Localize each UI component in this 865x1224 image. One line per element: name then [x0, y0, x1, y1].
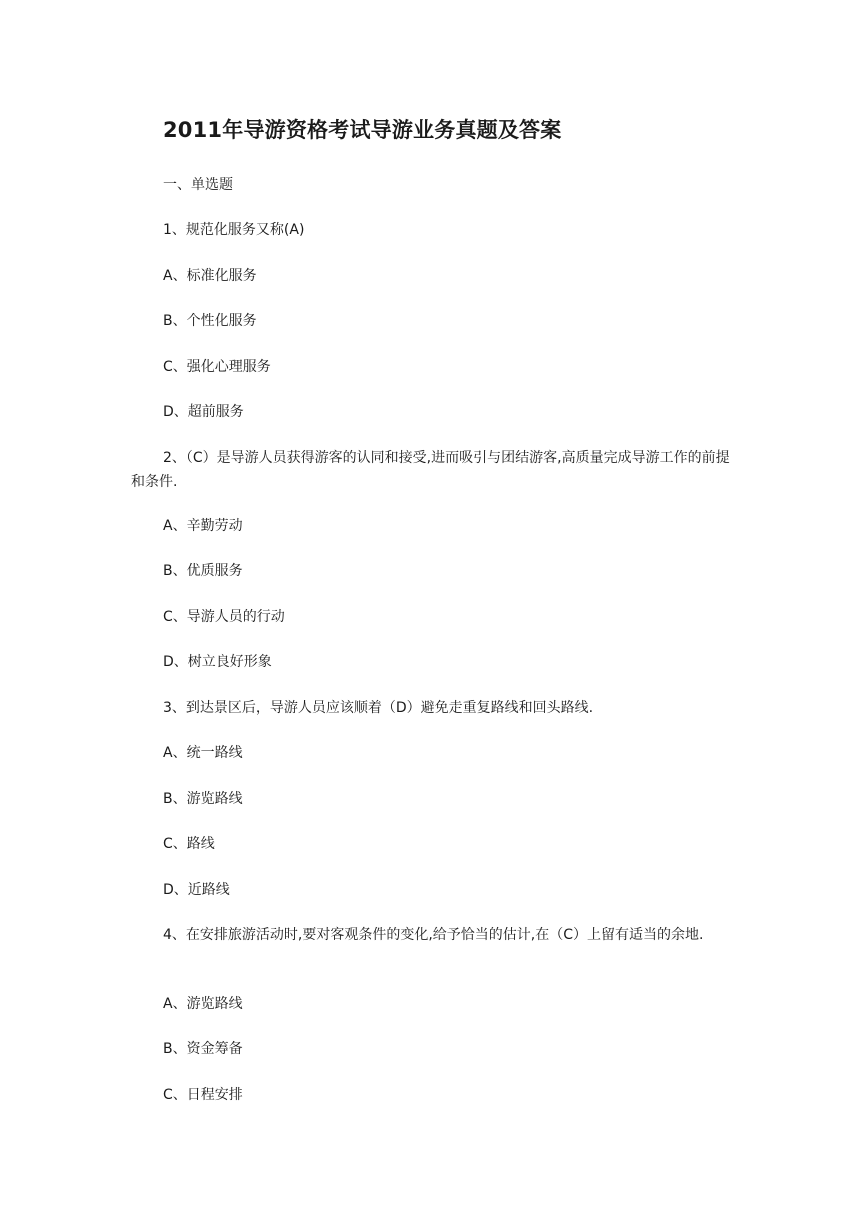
question-3-option-c: C、路线 — [163, 836, 215, 852]
question-2-option-d: D、树立良好形象 — [163, 654, 272, 670]
question-2-option-b: B、优质服务 — [163, 563, 243, 579]
question-1-option-d: D、超前服务 — [163, 404, 244, 420]
question-3-option-a: A、统一路线 — [163, 745, 243, 761]
question-4-option-a: A、游览路线 — [163, 996, 243, 1012]
document-title: 2011年导游资格考试导游业务真题及答案 — [163, 118, 562, 142]
question-4-option-c: C、日程安排 — [163, 1087, 243, 1103]
question-2-option-a: A、辛勤劳动 — [163, 518, 243, 534]
section-heading: 一、单选题 — [163, 177, 233, 193]
question-1-option-b: B、个性化服务 — [163, 313, 257, 329]
question-3-option-d: D、近路线 — [163, 882, 230, 898]
question-1-option-a: A、标准化服务 — [163, 268, 257, 284]
question-3-stem: 3、到达景区后，导游人员应该顺着（D）避免走重复路线和回头路线. — [163, 700, 594, 716]
question-4-stem: 4、在安排旅游活动时,要对客观条件的变化,给予恰当的估计,在（C）上留有适当的余地. — [163, 927, 704, 943]
question-1-option-c: C、强化心理服务 — [163, 359, 271, 375]
question-2-option-c: C、导游人员的行动 — [163, 609, 285, 625]
question-1-stem: 1、规范化服务又称(A) — [163, 222, 305, 238]
question-3-option-b: B、游览路线 — [163, 791, 243, 807]
question-4-option-b: B、资金筹备 — [163, 1041, 243, 1057]
question-2-stem: 2、（C）是导游人员获得游客的认同和接受,进而吸引与团结游客,高质量完成导游工作的前提和条件. — [131, 450, 730, 490]
